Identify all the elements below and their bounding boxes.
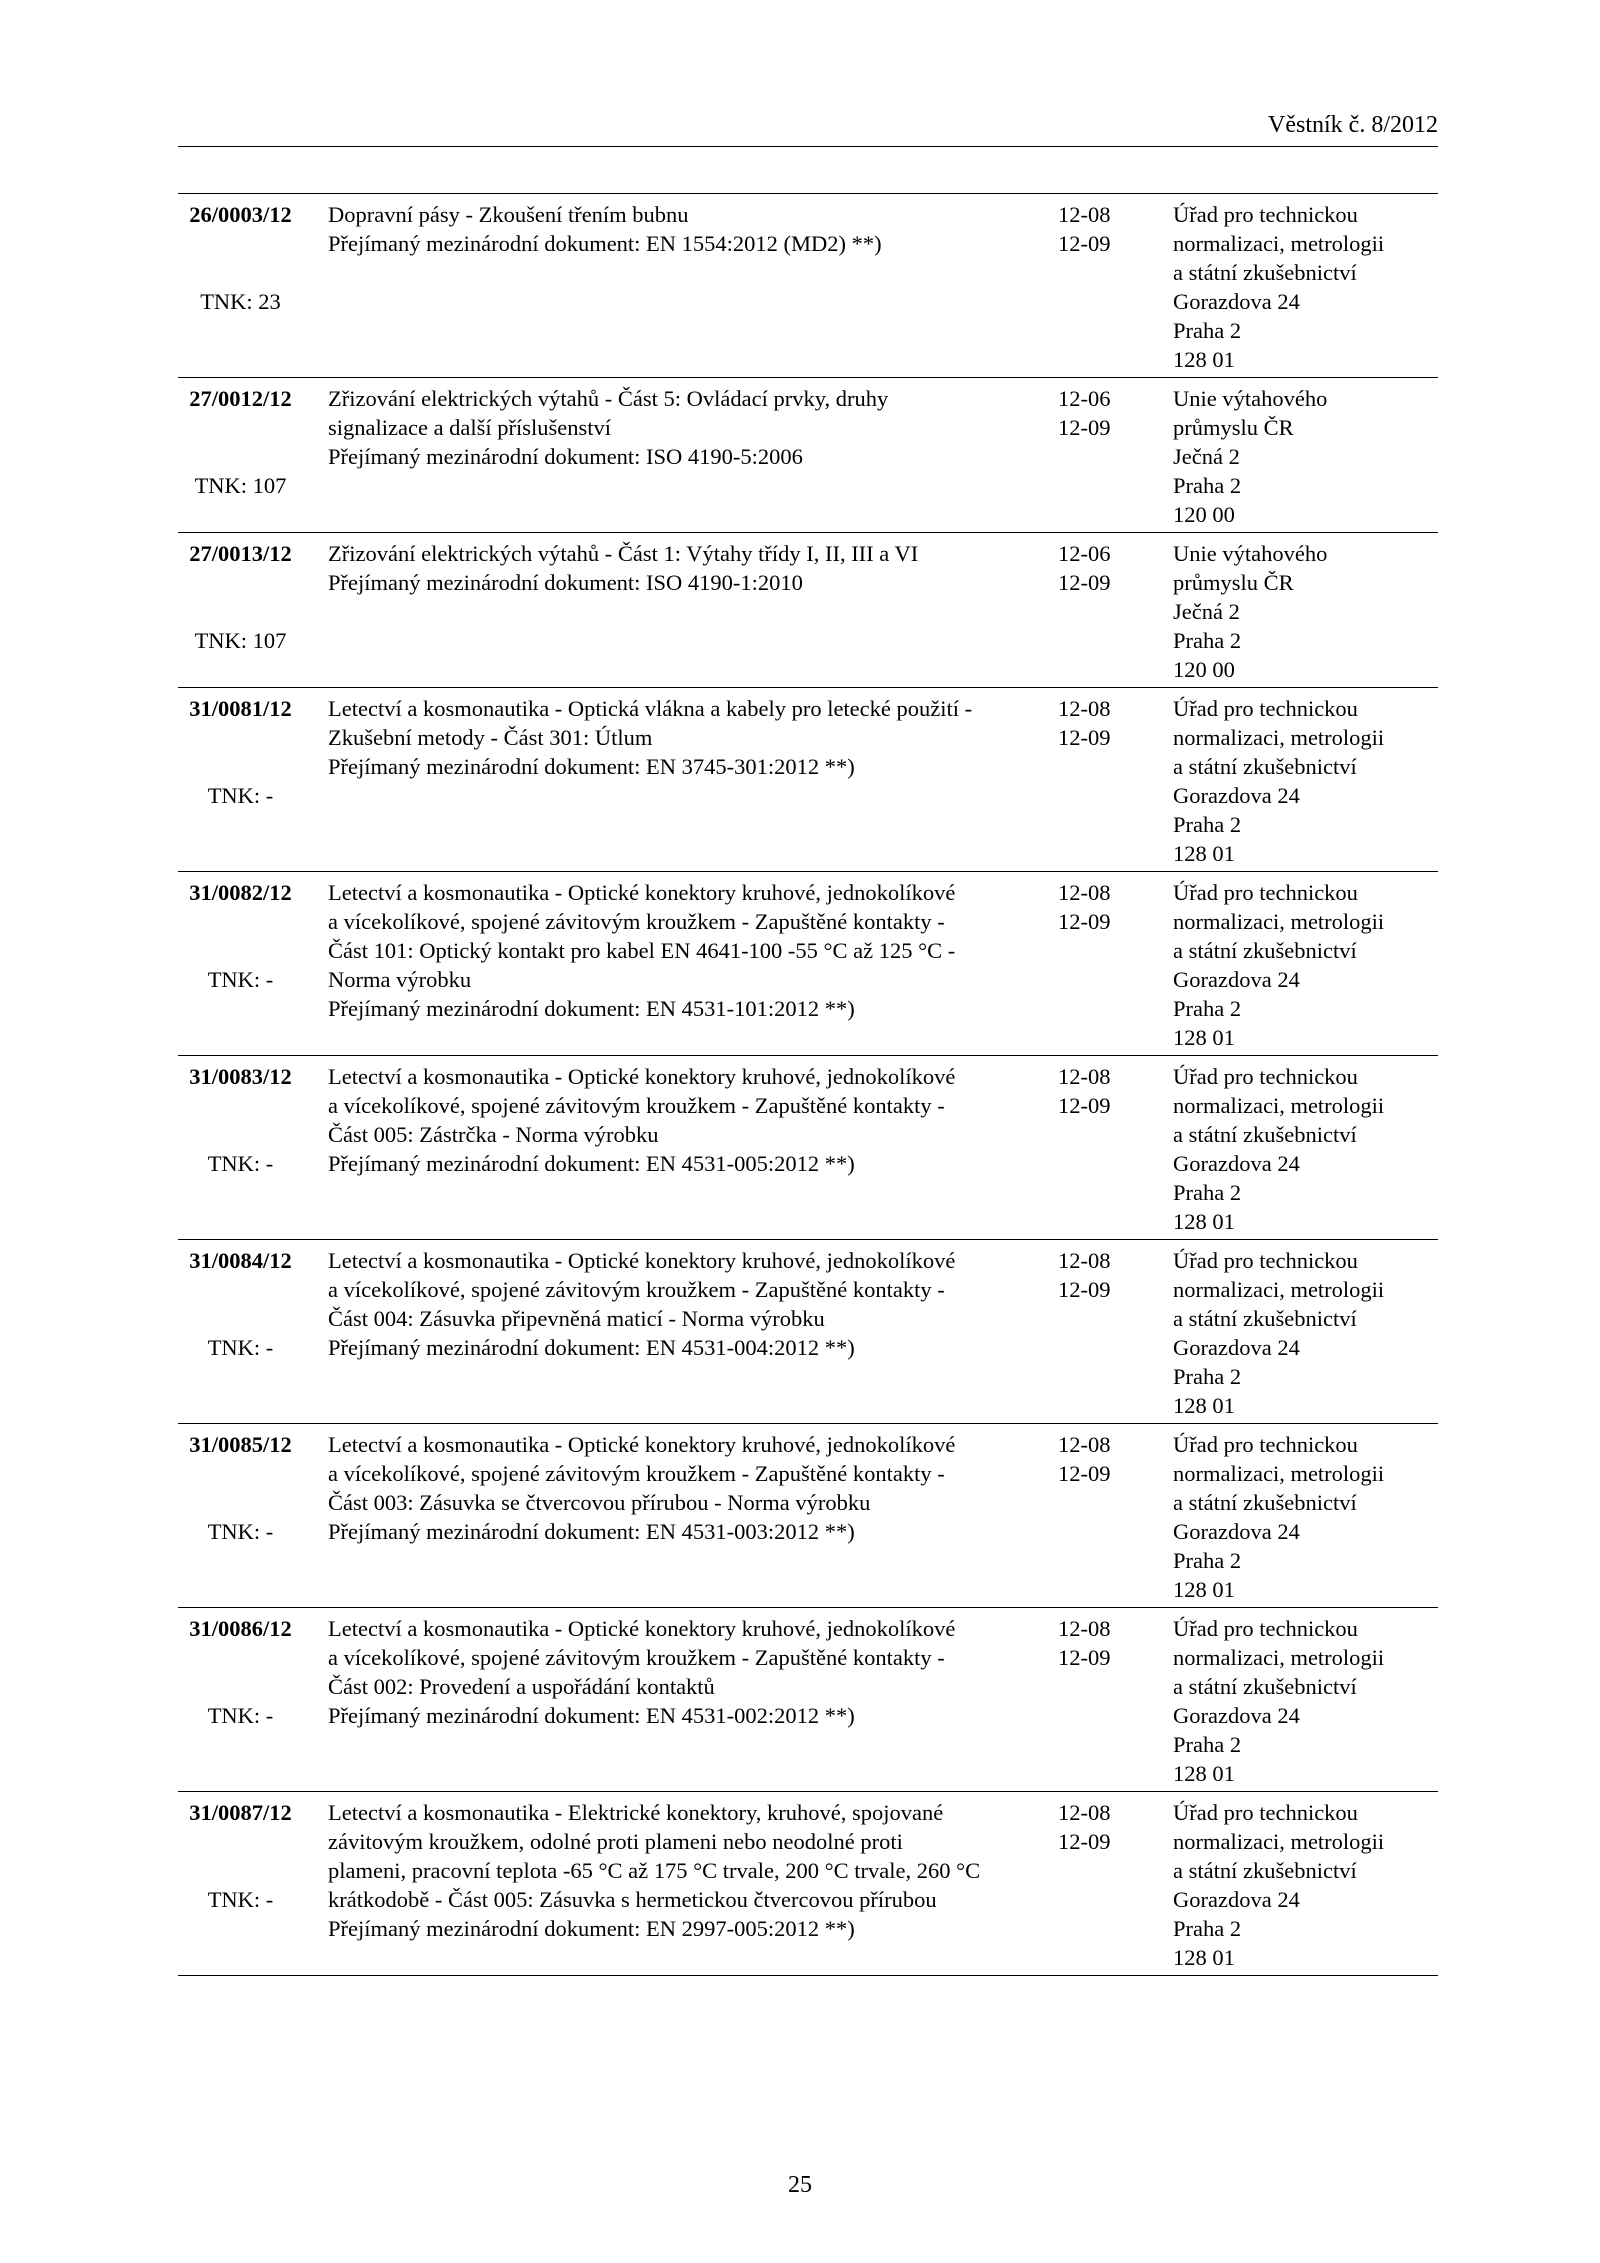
description-line: krátkodobě - Část 005: Zásuvka s hermetickou čtvercovou přírubou bbox=[328, 1887, 937, 1912]
description-line: Přejímaný mezinárodní dokument: EN 3745-301:2012 **) bbox=[328, 754, 855, 779]
address-line: normalizaci, metrologii bbox=[1173, 1461, 1385, 1486]
address-block bbox=[1173, 878, 1438, 1052]
address-line: a státní zkušebnictví bbox=[1173, 754, 1357, 779]
dates-column bbox=[1058, 1614, 1148, 1672]
standard-description bbox=[328, 694, 1048, 781]
date-value: 12-06 bbox=[1058, 541, 1111, 566]
address-line: Praha 2 bbox=[1173, 628, 1242, 653]
page-header bbox=[178, 110, 1438, 147]
address-line: Unie výtahového bbox=[1173, 541, 1328, 566]
address-line: Gorazdova 24 bbox=[1173, 1335, 1300, 1360]
description-line: Část 003: Zásuvka se čtvercovou přírubou - Norma výrobku bbox=[328, 1490, 871, 1515]
address-line: Praha 2 bbox=[1173, 1180, 1242, 1205]
tnk-label: TNK: - bbox=[207, 1887, 274, 1912]
address-line: Gorazdova 24 bbox=[1173, 1151, 1300, 1176]
dates-column bbox=[1058, 1062, 1148, 1120]
dates-column bbox=[1058, 200, 1148, 258]
description-line: Letectví a kosmonautika - Elektrické konektory, kruhové, spojované bbox=[328, 1800, 944, 1825]
standard-code: 31/0086/12 bbox=[189, 1616, 292, 1641]
tnk-label: TNK: - bbox=[207, 967, 274, 992]
address-line: Ječná 2 bbox=[1173, 599, 1240, 624]
table-row bbox=[178, 533, 1438, 688]
address-line: 120 00 bbox=[1173, 657, 1235, 682]
description-line: Přejímaný mezinárodní dokument: EN 4531-002:2012 **) bbox=[328, 1703, 855, 1728]
description-line: závitovým kroužkem, odolné proti plameni nebo neodolné proti bbox=[328, 1829, 903, 1854]
tnk-label: TNK: - bbox=[207, 1703, 274, 1728]
address-line: 120 00 bbox=[1173, 502, 1235, 527]
address-line: Gorazdova 24 bbox=[1173, 289, 1300, 314]
description-line: a vícekolíkové, spojené závitovým kroužkem - Zapuštěné kontakty - bbox=[328, 909, 945, 934]
address-line: a státní zkušebnictví bbox=[1173, 938, 1357, 963]
dates-column bbox=[1058, 1798, 1148, 1856]
table-row bbox=[178, 872, 1438, 1056]
standard-code: 27/0013/12 bbox=[189, 541, 292, 566]
address-line: 128 01 bbox=[1173, 1025, 1235, 1050]
description-line: Zkušební metody - Část 301: Útlum bbox=[328, 725, 653, 750]
description-line: Přejímaný mezinárodní dokument: ISO 4190-5:2006 bbox=[328, 444, 803, 469]
address-line: Praha 2 bbox=[1173, 1732, 1242, 1757]
address-line: 128 01 bbox=[1173, 1209, 1235, 1234]
address-line: Gorazdova 24 bbox=[1173, 1519, 1300, 1544]
date-value: 12-08 bbox=[1058, 1248, 1111, 1273]
description-line: Letectví a kosmonautika - Optické konektory kruhové, jednokolíkové bbox=[328, 1064, 956, 1089]
description-line: Přejímaný mezinárodní dokument: EN 1554:2012 (MD2) **) bbox=[328, 231, 882, 256]
address-line: a státní zkušebnictví bbox=[1173, 1306, 1357, 1331]
address-line: Gorazdova 24 bbox=[1173, 783, 1300, 808]
address-line: Úřad pro technickou bbox=[1173, 1064, 1358, 1089]
standard-description bbox=[328, 1062, 1048, 1178]
date-value: 12-09 bbox=[1058, 1277, 1111, 1302]
journal-title: Věstník č. 8/2012 bbox=[1268, 112, 1438, 138]
address-line: Ječná 2 bbox=[1173, 444, 1240, 469]
description-line: Letectví a kosmonautika - Optická vlákna a kabely pro letecké použití - bbox=[328, 696, 973, 721]
description-line: Přejímaný mezinárodní dokument: EN 4531-003:2012 **) bbox=[328, 1519, 855, 1544]
page-number: 25 bbox=[788, 2172, 812, 2198]
address-line: Gorazdova 24 bbox=[1173, 967, 1300, 992]
address-line: průmyslu ČR bbox=[1173, 570, 1294, 595]
standard-code: 26/0003/12 bbox=[189, 202, 292, 227]
address-line: Úřad pro technickou bbox=[1173, 202, 1358, 227]
address-block bbox=[1173, 694, 1438, 868]
address-line: průmyslu ČR bbox=[1173, 415, 1294, 440]
description-line: Přejímaný mezinárodní dokument: EN 4531-005:2012 **) bbox=[328, 1151, 855, 1176]
description-line: Přejímaný mezinárodní dokument: ISO 4190-1:2010 bbox=[328, 570, 803, 595]
date-value: 12-08 bbox=[1058, 1800, 1111, 1825]
address-line: 128 01 bbox=[1173, 1577, 1235, 1602]
date-value: 12-09 bbox=[1058, 1645, 1111, 1670]
address-line: Unie výtahového bbox=[1173, 386, 1328, 411]
address-line: normalizaci, metrologii bbox=[1173, 1093, 1385, 1118]
date-value: 12-09 bbox=[1058, 1829, 1111, 1854]
date-value: 12-08 bbox=[1058, 202, 1111, 227]
standard-code: 31/0083/12 bbox=[189, 1064, 292, 1089]
standard-code: 31/0087/12 bbox=[189, 1800, 292, 1825]
standard-description bbox=[328, 1430, 1048, 1546]
description-line: signalizace a další příslušenství bbox=[328, 415, 612, 440]
address-block bbox=[1173, 1246, 1438, 1420]
tnk-label: TNK: 23 bbox=[200, 289, 281, 314]
address-line: Praha 2 bbox=[1173, 318, 1242, 343]
address-line: 128 01 bbox=[1173, 841, 1235, 866]
date-value: 12-08 bbox=[1058, 1616, 1111, 1641]
table-row bbox=[178, 378, 1438, 533]
standard-code: 31/0082/12 bbox=[189, 880, 292, 905]
date-value: 12-09 bbox=[1058, 909, 1111, 934]
address-block bbox=[1173, 539, 1438, 684]
address-line: a státní zkušebnictví bbox=[1173, 1490, 1357, 1515]
date-value: 12-09 bbox=[1058, 231, 1111, 256]
standard-description bbox=[328, 200, 1048, 258]
date-value: 12-09 bbox=[1058, 1461, 1111, 1486]
tnk-label: TNK: - bbox=[207, 783, 274, 808]
description-line: Část 101: Optický kontakt pro kabel EN 4641-100 -55 °C až 125 °C - bbox=[328, 938, 956, 963]
address-line: a státní zkušebnictví bbox=[1173, 1122, 1357, 1147]
date-value: 12-09 bbox=[1058, 725, 1111, 750]
address-line: normalizaci, metrologii bbox=[1173, 1829, 1385, 1854]
address-line: Gorazdova 24 bbox=[1173, 1703, 1300, 1728]
description-line: a vícekolíkové, spojené závitovým kroužkem - Zapuštěné kontakty - bbox=[328, 1645, 945, 1670]
date-value: 12-09 bbox=[1058, 570, 1111, 595]
standard-code: 31/0085/12 bbox=[189, 1432, 292, 1457]
address-line: normalizaci, metrologii bbox=[1173, 1645, 1385, 1670]
date-value: 12-08 bbox=[1058, 1432, 1111, 1457]
address-line: a státní zkušebnictví bbox=[1173, 1858, 1357, 1883]
address-line: Úřad pro technickou bbox=[1173, 1800, 1358, 1825]
standard-description bbox=[328, 1614, 1048, 1730]
address-block bbox=[1173, 384, 1438, 529]
table-row bbox=[178, 1792, 1438, 1976]
address-line: Úřad pro technickou bbox=[1173, 1616, 1358, 1641]
description-line: a vícekolíkové, spojené závitovým kroužkem - Zapuštěné kontakty - bbox=[328, 1461, 945, 1486]
address-line: Praha 2 bbox=[1173, 1548, 1242, 1573]
address-line: Praha 2 bbox=[1173, 812, 1242, 837]
date-value: 12-08 bbox=[1058, 1064, 1111, 1089]
dates-column bbox=[1058, 1430, 1148, 1488]
tnk-label: TNK: 107 bbox=[194, 473, 287, 498]
description-line: Část 004: Zásuvka připevněná maticí - Norma výrobku bbox=[328, 1306, 825, 1331]
address-line: Úřad pro technickou bbox=[1173, 696, 1358, 721]
date-value: 12-08 bbox=[1058, 696, 1111, 721]
dates-column bbox=[1058, 694, 1148, 752]
tnk-label: TNK: 107 bbox=[194, 628, 287, 653]
table-row bbox=[178, 194, 1438, 378]
address-line: Úřad pro technickou bbox=[1173, 1432, 1358, 1457]
address-line: normalizaci, metrologii bbox=[1173, 231, 1385, 256]
description-line: Přejímaný mezinárodní dokument: EN 4531-101:2012 **) bbox=[328, 996, 855, 1021]
dates-column bbox=[1058, 1246, 1148, 1304]
description-line: Letectví a kosmonautika - Optické konektory kruhové, jednokolíkové bbox=[328, 1616, 956, 1641]
dates-column bbox=[1058, 384, 1148, 442]
description-line: plameni, pracovní teplota -65 °C až 175 °C trvale, 200 °C trvale, 260 °C bbox=[328, 1858, 981, 1883]
table-row bbox=[178, 1240, 1438, 1424]
standard-code: 27/0012/12 bbox=[189, 386, 292, 411]
description-line: Norma výrobku bbox=[328, 967, 472, 992]
address-block bbox=[1173, 1614, 1438, 1788]
address-line: Úřad pro technickou bbox=[1173, 1248, 1358, 1273]
description-line: Část 002: Provedení a uspořádání kontaktů bbox=[328, 1674, 715, 1699]
description-line: Zřizování elektrických výtahů - Část 1: Výtahy třídy I, II, III a VI bbox=[328, 541, 919, 566]
description-line: Letectví a kosmonautika - Optické konektory kruhové, jednokolíkové bbox=[328, 1248, 956, 1273]
address-line: Praha 2 bbox=[1173, 1916, 1242, 1941]
address-line: normalizaci, metrologii bbox=[1173, 1277, 1385, 1302]
table-row bbox=[178, 688, 1438, 872]
address-line: a státní zkušebnictví bbox=[1173, 260, 1357, 285]
address-line: Praha 2 bbox=[1173, 473, 1242, 498]
address-block bbox=[1173, 1062, 1438, 1236]
address-line: Úřad pro technickou bbox=[1173, 880, 1358, 905]
address-line: 128 01 bbox=[1173, 347, 1235, 372]
tnk-label: TNK: - bbox=[207, 1151, 274, 1176]
date-value: 12-09 bbox=[1058, 1093, 1111, 1118]
dates-column bbox=[1058, 878, 1148, 936]
description-line: Přejímaný mezinárodní dokument: EN 4531-004:2012 **) bbox=[328, 1335, 855, 1360]
description-line: Zřizování elektrických výtahů - Část 5: Ovládací prvky, druhy bbox=[328, 386, 889, 411]
date-value: 12-08 bbox=[1058, 880, 1111, 905]
address-line: normalizaci, metrologii bbox=[1173, 909, 1385, 934]
address-line: 128 01 bbox=[1173, 1761, 1235, 1786]
tnk-label: TNK: - bbox=[207, 1519, 274, 1544]
standard-description bbox=[328, 384, 1048, 471]
table-row bbox=[178, 1424, 1438, 1608]
description-line: Přejímaný mezinárodní dokument: EN 2997-005:2012 **) bbox=[328, 1916, 855, 1941]
standard-description bbox=[328, 878, 1048, 1023]
description-line: Letectví a kosmonautika - Optické konektory kruhové, jednokolíkové bbox=[328, 1432, 956, 1457]
dates-column bbox=[1058, 539, 1148, 597]
table-row bbox=[178, 1608, 1438, 1792]
standard-code: 31/0084/12 bbox=[189, 1248, 292, 1273]
address-block bbox=[1173, 1430, 1438, 1604]
address-line: normalizaci, metrologii bbox=[1173, 725, 1385, 750]
description-line: Letectví a kosmonautika - Optické konektory kruhové, jednokolíkové bbox=[328, 880, 956, 905]
address-block bbox=[1173, 1798, 1438, 1972]
description-line: Dopravní pásy - Zkoušení třením bubnu bbox=[328, 202, 689, 227]
standard-description bbox=[328, 1246, 1048, 1362]
description-line: a vícekolíkové, spojené závitovým kroužkem - Zapuštěné kontakty - bbox=[328, 1093, 945, 1118]
standards-table bbox=[178, 193, 1438, 1976]
address-line: a státní zkušebnictví bbox=[1173, 1674, 1357, 1699]
date-value: 12-06 bbox=[1058, 386, 1111, 411]
address-block bbox=[1173, 200, 1438, 374]
address-line: Praha 2 bbox=[1173, 1364, 1242, 1389]
standard-description bbox=[328, 1798, 1048, 1943]
date-value: 12-09 bbox=[1058, 415, 1111, 440]
address-line: Praha 2 bbox=[1173, 996, 1242, 1021]
table-row bbox=[178, 1056, 1438, 1240]
description-line: Část 005: Zástrčka - Norma výrobku bbox=[328, 1122, 659, 1147]
standard-description bbox=[328, 539, 1048, 597]
standard-code: 31/0081/12 bbox=[189, 696, 292, 721]
address-line: Gorazdova 24 bbox=[1173, 1887, 1300, 1912]
tnk-label: TNK: - bbox=[207, 1335, 274, 1360]
description-line: a vícekolíkové, spojené závitovým kroužkem - Zapuštěné kontakty - bbox=[328, 1277, 945, 1302]
address-line: 128 01 bbox=[1173, 1393, 1235, 1418]
address-line: 128 01 bbox=[1173, 1945, 1235, 1970]
